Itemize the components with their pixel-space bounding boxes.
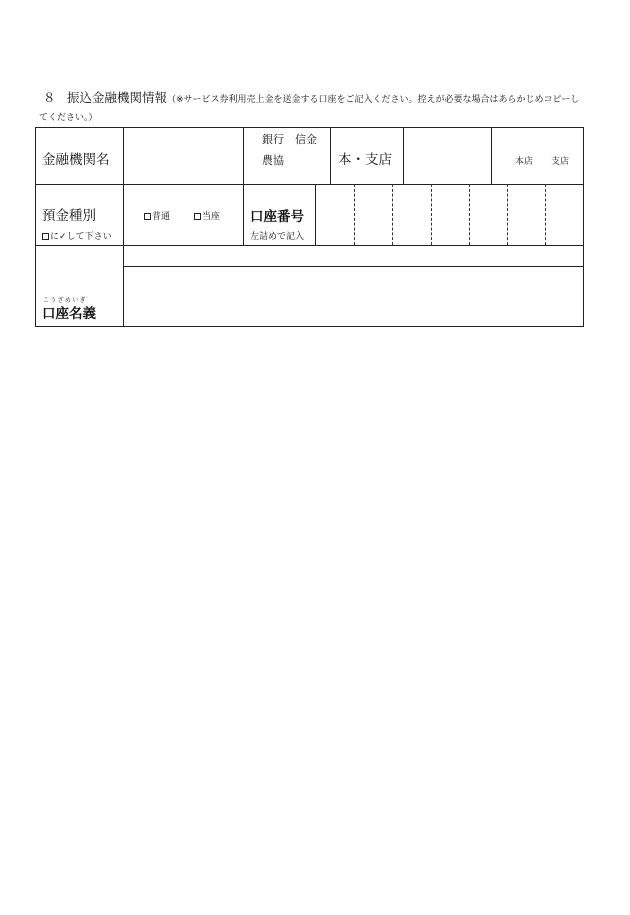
bank-name-label: 金融機関名 xyxy=(42,152,110,168)
branch-label: 本・支店 xyxy=(338,152,392,168)
deposit-type-label: 預金種別 xyxy=(42,208,96,224)
option-ordinary-label: 普通 xyxy=(152,212,171,222)
account-holder-ruby: こうざめいぎ xyxy=(43,297,87,304)
checkbox-icon xyxy=(144,213,151,220)
checkmark-icon: ✓ xyxy=(59,232,67,242)
section-number: ８ xyxy=(43,90,56,105)
account-number-label: 口座番号 xyxy=(250,209,304,225)
row2-divider-account-label xyxy=(243,184,244,245)
bank-type-line2: 農協 xyxy=(262,154,284,167)
account-holder-label: 口座名義 xyxy=(42,306,96,322)
bank-info-form xyxy=(35,127,584,327)
account-holder-kana-field[interactable] xyxy=(124,246,583,266)
row1-divider-bank-type xyxy=(243,128,244,184)
deposit-type-hint xyxy=(42,229,112,242)
deposit-hint-post: して下さい xyxy=(66,232,112,242)
option-current[interactable] xyxy=(194,209,220,222)
account-number-hint: 左詰めで記入 xyxy=(250,232,305,242)
branch-type-options: 本店 支店 xyxy=(515,157,570,167)
option-current-label: 当座 xyxy=(202,212,221,222)
bank-name-field[interactable] xyxy=(124,128,243,184)
deposit-hint-pre: に xyxy=(50,232,60,242)
account-number-field[interactable] xyxy=(316,185,583,245)
section-note-line1: （※サービス券利用売上金を送金する口座をご記入ください。控えが必要な場合はあらかじめコピーし xyxy=(167,95,580,105)
checkbox-icon xyxy=(42,233,49,240)
section-note-line2: てください。） xyxy=(39,113,98,123)
checkbox-icon xyxy=(194,213,201,220)
section-header xyxy=(39,88,603,123)
bank-type-line1: 銀行 信金 xyxy=(262,133,317,146)
option-ordinary[interactable] xyxy=(144,209,170,222)
section-title-line xyxy=(43,88,603,110)
branch-name-field[interactable] xyxy=(404,128,491,184)
account-holder-name-field[interactable] xyxy=(124,267,583,326)
row1-divider-branch-label xyxy=(330,128,331,184)
section-title: 振込金融機関情報 xyxy=(67,90,168,105)
row1-divider-branch-type xyxy=(491,128,492,184)
